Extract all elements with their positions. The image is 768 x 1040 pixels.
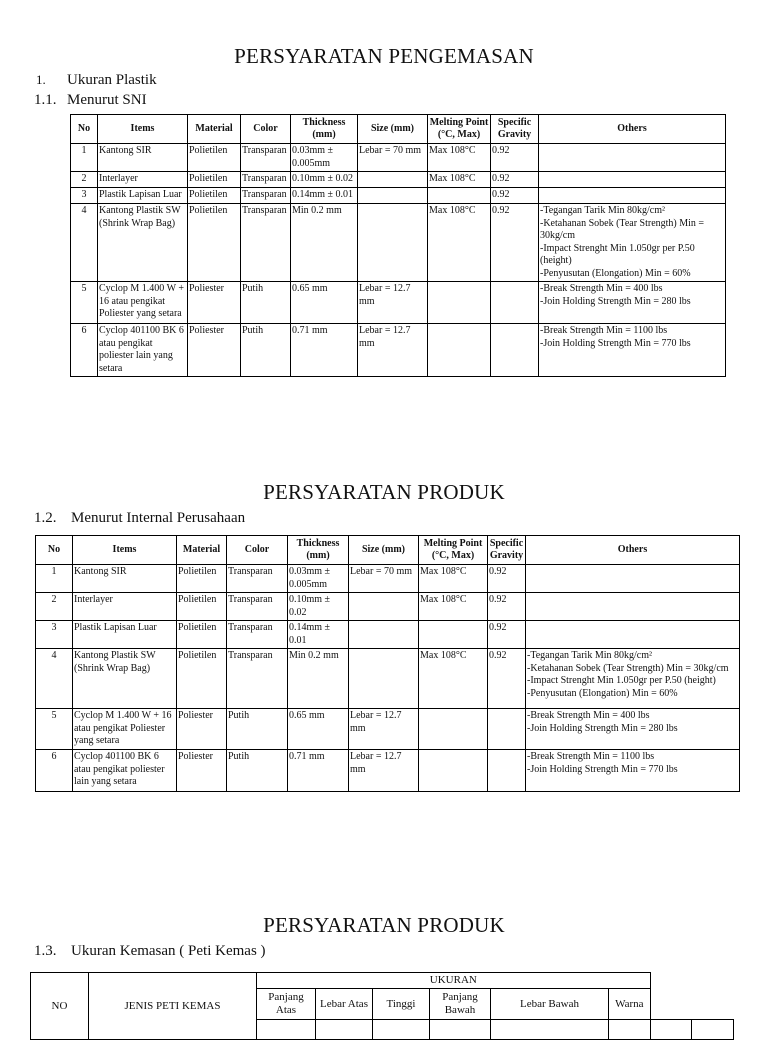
cell-size [349,593,419,621]
empty-cell [373,1020,430,1040]
cell-color: Transparan [227,593,288,621]
others-line: -Penyusutan (Elongation) Min = 60% [527,687,678,699]
cell-size: Lebar = 70 mm [358,144,428,172]
cell-thickness: 0.10mm ± 0.02 [288,593,349,621]
cell-specific-gravity: 0.92 [491,204,539,282]
cell-size [349,621,419,649]
cell-no: 6 [71,324,98,377]
cell-material: Polietilen [177,649,227,709]
col-header-items: Items [98,115,188,144]
cell-melting-point [419,750,488,792]
col-header-lebar-bawah: Lebar Bawah [491,989,609,1020]
cell-thickness: Min 0.2 mm [291,204,358,282]
cell-thickness: 0.03mm ± 0.005mm [288,565,349,593]
cell-color: Transparan [227,649,288,709]
cell-size [358,172,428,188]
heading-number: 1.3. [34,943,57,959]
others-line: -Join Holding Strength Min = 280 lbs [527,722,678,734]
page-title-produk-2: PERSYARATAN PRODUK [263,913,505,937]
heading-text: Ukuran Plastik [67,72,157,88]
heading-number: 1. [36,72,46,87]
cell-specific-gravity: 0.92 [491,188,539,204]
cell-material: Poliester [177,709,227,750]
heading-number: 1.2. [34,510,57,526]
col-header-no: No [71,115,98,144]
col-header-items: Items [73,536,177,565]
cell-no: 5 [71,282,98,324]
cell-others [526,593,740,621]
col-header-ukuran: UKURAN [257,973,651,989]
spec-table-sni [70,114,726,377]
table-row [36,621,740,649]
heading-ukuran-plastik [36,72,157,89]
cell-item: Kantong SIR [73,565,177,593]
cell-thickness: 0.71 mm [288,750,349,792]
cell-no: 1 [71,144,98,172]
cell-thickness: 0.14mm ± 0.01 [291,188,358,204]
others-line: -Impact Strenght Min 1.050gr per P.50 (height) [527,675,716,686]
col-header-thickness: Thickness (mm) [291,115,358,144]
cell-material: Polietilen [188,144,241,172]
table-row [71,172,726,188]
others-line: -Tegangan Tarik Min 80kg/cm² [540,205,665,216]
col-header-tinggi: Tinggi [373,989,430,1020]
cell-color: Putih [227,750,288,792]
cell-color: Transparan [241,204,291,282]
col-header-melting-point: Melting Point (°C, Max) [428,115,491,144]
cell-material: Polietilen [188,188,241,204]
empty-cell [609,1020,651,1040]
cell-thickness: 0.65 mm [291,282,358,324]
cell-no: 1 [36,565,73,593]
cell-no: 6 [36,750,73,792]
others-line: -Impact Strenght Min 1.050gr per P.50 (height) [540,242,695,266]
cell-melting-point: Max 108°C [419,593,488,621]
cell-specific-gravity: 0.92 [491,144,539,172]
col-header-others: Others [539,115,726,144]
cell-no: 3 [71,188,98,204]
cell-specific-gravity: 0.92 [488,593,526,621]
cell-melting-point [428,188,491,204]
cell-specific-gravity [491,282,539,324]
cell-thickness: Min 0.2 mm [288,649,349,709]
cell-melting-point [428,282,491,324]
cell-others [539,188,726,204]
others-line: -Break Strength Min = 400 lbs [527,710,650,721]
table-row [36,565,740,593]
empty-cell [491,1020,609,1040]
others-line: -Tegangan Tarik Min 80kg/cm² [527,650,652,661]
heading-text: Ukuran Kemasan ( Peti Kemas ) [71,943,266,959]
spec-table-internal [35,535,740,792]
table-row [36,593,740,621]
col-header-panjang-bawah: Panjang Bawah [430,989,491,1020]
cell-no: 2 [36,593,73,621]
cell-item: Kantong Plastik SW (Shrink Wrap Bag) [98,204,188,282]
col-header-lebar-atas: Lebar Atas [316,989,373,1020]
cell-size: Lebar = 12.7 mm [358,282,428,324]
col-header-size: Size (mm) [358,115,428,144]
col-header-panjang-atas: Panjang Atas [257,989,316,1020]
cell-specific-gravity: 0.92 [488,621,526,649]
cell-item: Cyclop M 1.400 W + 16 atau pengikat Poliester yang setara [73,709,177,750]
page-title-produk: PERSYARATAN PRODUK [263,480,505,504]
cell-material: Poliester [188,282,241,324]
cell-size [358,204,428,282]
table-row [36,649,740,709]
cell-size [358,188,428,204]
cell-others [539,204,726,282]
cell-melting-point: Max 108°C [419,565,488,593]
heading-ukuran-kemasan [34,943,266,960]
cell-color: Putih [227,709,288,750]
cell-thickness: 0.65 mm [288,709,349,750]
cell-item: Interlayer [73,593,177,621]
heading-menurut-sni [34,92,147,109]
col-header-thickness: Thickness (mm) [288,536,349,565]
cell-others [526,709,740,750]
cell-material: Polietilen [177,593,227,621]
empty-cell [257,1020,316,1040]
cell-color: Putih [241,282,291,324]
cell-melting-point [419,621,488,649]
cell-material: Polietilen [177,621,227,649]
cell-color: Transparan [241,188,291,204]
col-header-specific-gravity: Specific Gravity [491,115,539,144]
cell-no: 2 [71,172,98,188]
cell-item: Cyclop M 1.400 W + 16 atau pengikat Poliester yang setara [98,282,188,324]
cell-item: Kantong Plastik SW (Shrink Wrap Bag) [73,649,177,709]
table-row [71,144,726,172]
heading-number: 1.1. [34,92,57,108]
cell-specific-gravity: 0.92 [488,565,526,593]
col-header-melting-point: Melting Point (°C, Max) [419,536,488,565]
cell-material: Poliester [177,750,227,792]
table-row [36,709,740,750]
col-header-no: NO [31,973,89,1040]
cell-item: Kantong SIR [98,144,188,172]
cell-specific-gravity: 0.92 [488,649,526,709]
col-header-color: Color [241,115,291,144]
cell-melting-point: Max 108°C [428,204,491,282]
empty-cell [430,1020,491,1040]
empty-cell [692,1020,734,1040]
cell-material: Polietilen [188,204,241,282]
cell-size: Lebar = 12.7 mm [349,750,419,792]
table-row [71,282,726,324]
cell-color: Transparan [227,565,288,593]
others-line: -Join Holding Strength Min = 770 lbs [540,337,691,349]
cell-melting-point [419,709,488,750]
col-header-no: No [36,536,73,565]
cell-no: 4 [71,204,98,282]
cell-item: Cyclop 401100 BK 6 atau pengikat poliester lain yang setara [73,750,177,792]
cell-melting-point: Max 108°C [428,144,491,172]
cell-size: Lebar = 12.7 mm [358,324,428,377]
container-size-table [30,972,734,1040]
table-row [71,324,726,377]
cell-size [349,649,419,709]
cell-item: Plastik Lapisan Luar [98,188,188,204]
cell-others [526,649,740,709]
heading-text: Menurut SNI [67,92,147,108]
cell-no: 5 [36,709,73,750]
table-row [71,204,726,282]
cell-thickness: 0.71 mm [291,324,358,377]
cell-item: Cyclop 401100 BK 6 atau pengikat poliester lain yang setara [98,324,188,377]
cell-item: Interlayer [98,172,188,188]
heading-internal-perusahaan [34,510,245,527]
cell-specific-gravity: 0.92 [491,172,539,188]
others-line: -Break Strength Min = 400 lbs [540,283,663,294]
cell-thickness: 0.03mm ± 0.005mm [291,144,358,172]
heading-text: Menurut Internal Perusahaan [71,510,246,526]
cell-others [539,144,726,172]
cell-material: Polietilen [188,172,241,188]
cell-thickness: 0.10mm ± 0.02 [291,172,358,188]
cell-specific-gravity [491,324,539,377]
cell-specific-gravity [488,709,526,750]
cell-others [539,172,726,188]
empty-cell [316,1020,373,1040]
cell-color: Transparan [241,144,291,172]
cell-others [526,750,740,792]
others-line: -Ketahanan Sobek (Tear Strength) Min = 30kg/cm [540,217,705,241]
col-header-material: Material [177,536,227,565]
cell-item: Plastik Lapisan Luar [73,621,177,649]
empty-cell [650,1020,692,1040]
cell-color: Transparan [227,621,288,649]
col-header-warna: Warna [609,989,651,1020]
col-header-jenis-peti-kemas: JENIS PETI KEMAS [89,973,257,1040]
cell-material: Polietilen [177,565,227,593]
page-title-pengemasan: PERSYARATAN PENGEMASAN [234,44,534,68]
col-header-material: Material [188,115,241,144]
others-line: -Join Holding Strength Min = 280 lbs [540,295,691,307]
cell-size: Lebar = 70 mm [349,565,419,593]
col-header-color: Color [227,536,288,565]
cell-specific-gravity [488,750,526,792]
cell-melting-point: Max 108°C [428,172,491,188]
cell-color: Putih [241,324,291,377]
cell-others [526,621,740,649]
cell-thickness: 0.14mm ± 0.01 [288,621,349,649]
col-header-size: Size (mm) [349,536,419,565]
cell-color: Transparan [241,172,291,188]
table-row [36,750,740,792]
cell-others [539,282,726,324]
cell-melting-point: Max 108°C [419,649,488,709]
cell-others [539,324,726,377]
col-header-others: Others [526,536,740,565]
others-line: -Ketahanan Sobek (Tear Strength) Min = 30kg/cm [527,662,729,674]
others-line: -Break Strength Min = 1100 lbs [527,751,655,762]
cell-melting-point [428,324,491,377]
others-line: -Break Strength Min = 1100 lbs [540,325,668,336]
table-row [71,188,726,204]
cell-others [526,565,740,593]
others-line: -Penyusutan (Elongation) Min = 60% [540,267,691,279]
cell-size: Lebar = 12.7 mm [349,709,419,750]
cell-material: Poliester [188,324,241,377]
others-line: -Join Holding Strength Min = 770 lbs [527,763,678,775]
cell-no: 3 [36,621,73,649]
col-header-specific-gravity: Specific Gravity [488,536,526,565]
cell-no: 4 [36,649,73,709]
